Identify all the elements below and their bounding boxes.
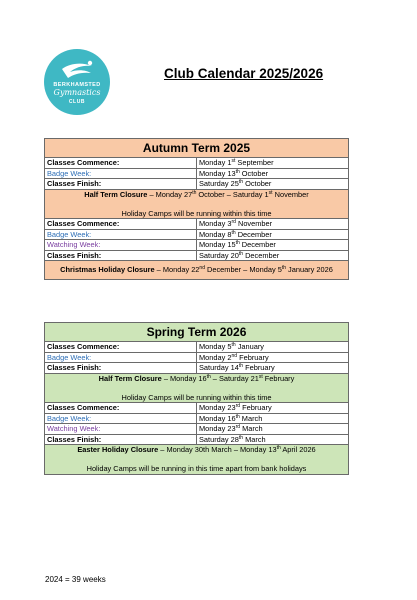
- date-row-value: Saturday 28th March: [197, 434, 349, 445]
- spring-easter-camps-note: Holiday Camps will be running in this time apart from bank holidays: [86, 464, 307, 473]
- date-row-value: Monday 13th October: [197, 168, 349, 179]
- spring-easter-closure-line: Easter Holiday Closure – Monday 30th March – Monday 13th April 2026: [77, 445, 316, 454]
- date-row: [45, 158, 349, 169]
- spring-half-term-line: Half Term Closure – Monday 16th – Saturday 21st February: [98, 373, 295, 383]
- date-row-label: Classes Finish:: [45, 363, 197, 374]
- date-row: [45, 424, 349, 435]
- date-row-label: Classes Finish:: [45, 179, 197, 190]
- date-row: [45, 250, 349, 261]
- date-row: [45, 240, 349, 251]
- spring-rows-2: [45, 403, 349, 445]
- autumn-rows-1: [45, 158, 349, 190]
- date-row-value: Monday 5th January: [197, 342, 349, 353]
- spring-holiday-camps-note: Holiday Camps will be running within this time: [121, 392, 272, 402]
- date-row-label: Classes Finish:: [45, 434, 197, 445]
- date-row: [45, 403, 349, 414]
- spring-term-table: [44, 322, 349, 475]
- date-row-label: Classes Commence:: [45, 342, 197, 353]
- date-row-value: Monday 8th December: [197, 229, 349, 240]
- date-row: [45, 168, 349, 179]
- date-row-value: Monday 2nd February: [197, 352, 349, 363]
- date-row-label: Watching Week:: [45, 240, 197, 251]
- date-row: [45, 229, 349, 240]
- date-row-value: Saturday 14th February: [197, 363, 349, 374]
- page-title: Club Calendar 2025/2026: [164, 66, 324, 81]
- spring-easter-closure-band: [45, 445, 349, 475]
- date-row-value: Monday 3rd November: [197, 219, 349, 230]
- date-row: [45, 352, 349, 363]
- date-row: [45, 219, 349, 230]
- date-row-label: Watching Week:: [45, 424, 197, 435]
- autumn-term-table: [44, 138, 349, 280]
- autumn-half-term-band: [45, 189, 349, 219]
- weeks-footnote: 2024 = 39 weeks: [45, 575, 106, 584]
- date-row-label: Classes Commence:: [45, 219, 197, 230]
- logo-text-script: Gymnastics: [53, 88, 101, 97]
- date-row-value: Monday 16th March: [197, 413, 349, 424]
- club-logo: [44, 49, 110, 115]
- date-row-value: Monday 1st September: [197, 158, 349, 169]
- date-row: [45, 434, 349, 445]
- autumn-rows-2: [45, 219, 349, 261]
- date-row-label: Classes Commence:: [45, 403, 197, 414]
- logo-text-top: BERKHAMSTED: [53, 82, 101, 88]
- date-row-label: Badge Week:: [45, 229, 197, 240]
- autumn-christmas-closure-line: Christmas Holiday Closure – Monday 22nd December – Monday 5th January 2026: [60, 265, 333, 275]
- logo-text-bottom: CLUB: [68, 99, 86, 105]
- date-row-value: Monday 23rd February: [197, 403, 349, 414]
- date-row-value: Monday 15th December: [197, 240, 349, 251]
- date-row-label: Badge Week:: [45, 168, 197, 179]
- spring-rows-1: [45, 342, 349, 374]
- date-row-value: Monday 23rd March: [197, 424, 349, 435]
- date-row-label: Classes Finish:: [45, 250, 197, 261]
- date-row-label: Badge Week:: [45, 413, 197, 424]
- autumn-christmas-closure-band: [45, 261, 349, 280]
- date-row-value: Saturday 20th December: [197, 250, 349, 261]
- autumn-half-term-line: Half Term Closure – Monday 27th October – Saturday 1st November: [84, 189, 309, 199]
- date-row: [45, 413, 349, 424]
- date-row: [45, 363, 349, 374]
- spring-term-heading: Spring Term 2026: [45, 323, 349, 342]
- date-row-label: Classes Commence:: [45, 158, 197, 169]
- date-row: [45, 179, 349, 190]
- spring-half-term-band: [45, 373, 349, 403]
- date-row-label: Badge Week:: [45, 352, 197, 363]
- autumn-holiday-camps-note: Holiday Camps will be running within this time: [121, 208, 272, 218]
- autumn-term-heading: Autumn Term 2025: [45, 139, 349, 158]
- date-row: [45, 342, 349, 353]
- date-row-value: Saturday 25th October: [197, 179, 349, 190]
